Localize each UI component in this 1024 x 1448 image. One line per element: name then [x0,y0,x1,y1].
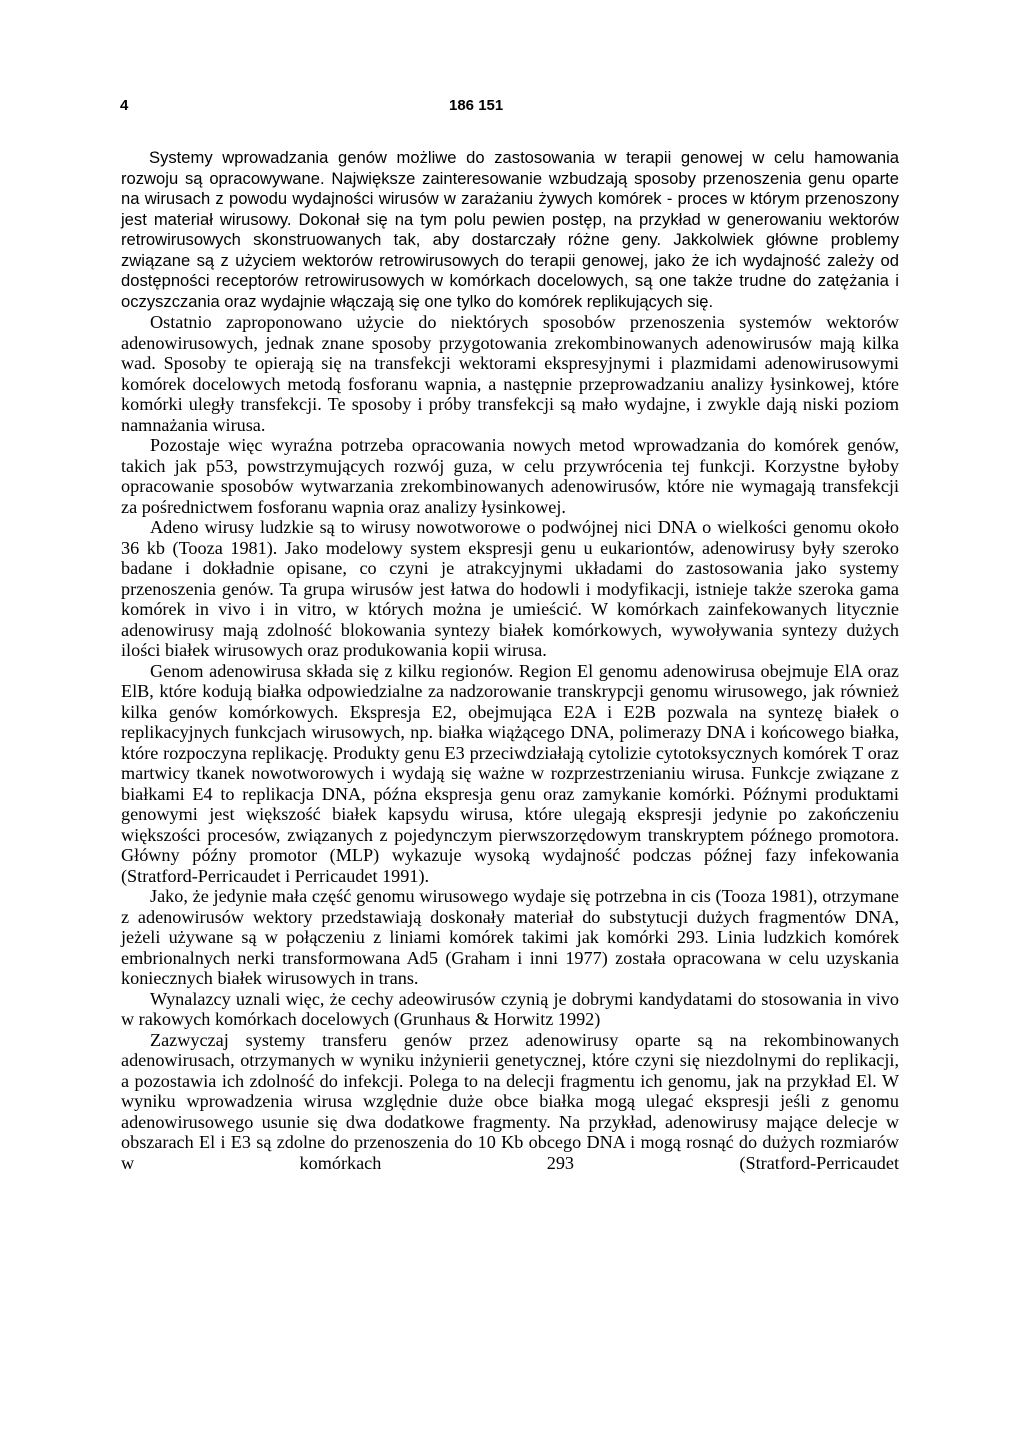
paragraph-1: Systemy wprowadzania genów możliwe do zastosowania w terapii genowej w celu hamowania rozwoju są opracowywane. Największe zainteresowanie wzbudzają sposoby przenoszenia genu oparte na wirusach z powodu wydajności wirusów w zarażaniu żywych komórek - proces w którym przenoszony jest materiał wirusowy. Dokonał się na tym polu pewien postęp, na przykład w generowaniu wektorów retrowirusowych skonstruowanych tak, aby dostarczały różne geny. Jakkolwiek główne problemy związane są z użyciem wektorów retrowirusowych do terapii genowej, jako że ich wydajność zależy od dostępności receptorów retrowirusowych w komórkach docelowych, są one także trudne do zatężania i oczyszczania oraz wydajnie włączają się one tylko do komórek replikujących się. [121,148,899,311]
paragraph-3: Pozostaje więc wyraźna potrzeba opracowania nowych metod wprowadzania do komórek genów, takich jak p53, powstrzymujących rozwój guza, w celu przywrócenia tej funkcji. Korzystne byłoby opracowanie sposobów wytwarzania zrekombinowanych adenowirusów, które nie wymagają transfekcji za pośrednictwem fosforanu wapnia oraz analizy łysinkowej. [121,435,899,517]
document-number: 186 151 [449,97,504,114]
body-text [121,148,899,1173]
page-number: 4 [120,97,129,114]
paragraph-7: Wynalazcy uznali więc, że cechy adeowirusów czynią je dobrymi kandydatami do stosowania in vivo w rakowych komórkach docelowych (Grunhaus & Horwitz 1992) [121,988,899,1029]
paragraph-2: Ostatnio zaproponowano użycie do niektórych sposobów przenoszenia systemów wektorów adenowirusowych, jednak znane sposoby przygotowania zrekombinowanych adenowirusów mają kilka wad. Sposoby te opierają się na transfekcji wektorami ekspresyjnymi i plazmidami adenowirusowymi komórek docelowych metodą fosforanu wapnia, a następnie przeprowadzaniu analizy łysinkowej, które komórki uległy transfekcji. Te sposoby i próby transfekcji są mało wydajne, i zwykle dają niski poziom namnażania wirusa. [121,312,899,435]
paragraph-6: Jako, że jedynie mała część genomu wirusowego wydaje się potrzebna in cis (Tooza 1981), otrzymane z adenowirusów wektory przedstawiają doskonały materiał do substytucji dużych fragmentów DNA, jeżeli używane są w połączeniu z liniami komórek takimi jak komórki 293. Linia ludzkich komórek embrionalnych nerki transformowana Ad5 (Graham i inni 1977) została opracowana w celu uzyskania koniecznych białek wirusowych in trans. [121,886,899,988]
paragraph-8: Zazwyczaj systemy transferu genów przez adenowirusy oparte są na rekombinowanych adenowirusach, otrzymanych w wyniku inżynierii genetycznej, które czyni się niezdolnymi do replikacji, a pozostawia ich zdolność do infekcji. Polega to na delecji fragmentu ich genomu, jak na przykład El. W wyniku wprowadzenia wirusa względnie duże obce białka mogą ulegać ekspresji jeśli z genomu adenowirusowego usunie się dwa dodatkowe fragmenty. Na przykład, adenowirusy mające delecje w obszarach El i E3 są zdolne do przenoszenia do 10 Kb obcego DNA i mogą rosnąć do dużych rozmiarów w komórkach 293 (Stratford-Perricaudet [121,1029,899,1173]
paragraph-5: Genom adenowirusa składa się z kilku regionów. Region El genomu adenowirusa obejmuje ElA oraz ElB, które kodują białka odpowiedzialne za nadzorowanie transkrypcji genomu wirusowego, jak również kilka genów komórkowych. Ekspresja E2, obejmująca E2A i E2B pozwala na syntezę białek o replikacyjnych funkcjach wirusowych, np. białka wiążącego DNA, polimerazy DNA i końcowego białka, które rozpoczyna replikację. Produkty genu E3 przeciwdziałają cytolizie cytotoksycznych komórek T oraz martwicy tkanek nowotworowych i wydają się ważne w rozprzestrzenianiu wirusa. Funkcje związane z białkami E4 to replikacja DNA, późna ekspresja genu oraz zamykanie komórki. Późnymi produktami genowymi jest większość białek kapsydu wirusa, które ulegają ekspresji jedynie po zakończeniu większości procesów, związanych z pojedynczym pierwszorzędowym transkryptem późnego promotora. Główny późny promotor (MLP) wykazuje wysoką wydajność podczas późnej fazy infekowania (Stratford-Perricaudet i Perricaudet 1991). [121,660,899,886]
paragraph-4: Adeno wirusy ludzkie są to wirusy nowotworowe o podwójnej nici DNA o wielkości genomu około 36 kb (Tooza 1981). Jako modelowy system ekspresji genu u eukariontów, adenowirusy były szeroko badane i dokładnie opisane, co czyni je atrakcyjnymi układami do zastosowania jako systemy przenoszenia genów. Ta grupa wirusów jest łatwa do hodowli i modyfikacji, istnieje także szeroka gama komórek in vivo i in vitro, w których można je umieścić. W komórkach zainfekowanych litycznie adenowirusy mają zdolność blokowania syntezy białek komórkowych, wywoływania syntezy dużych ilości białek wirusowych oraz produkowania kopii wirusa. [121,517,899,660]
